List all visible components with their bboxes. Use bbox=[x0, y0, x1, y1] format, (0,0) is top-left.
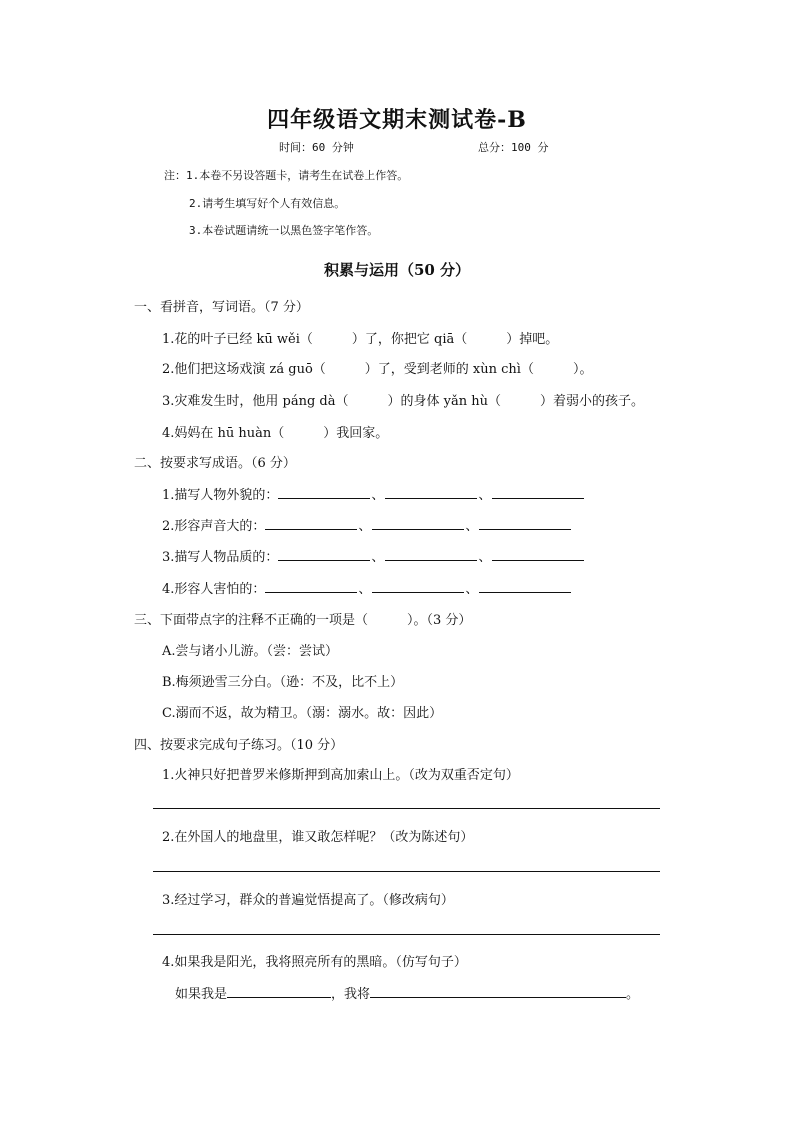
answer-blank[interactable] bbox=[479, 580, 571, 593]
q1-item-3: 3.灾难发生时，他用 páng dà（ ）的身体 yǎn hù（ ）着弱小的孩子。 bbox=[162, 394, 644, 409]
answer-line[interactable] bbox=[153, 934, 660, 935]
q4-item-4: 4.如果我是阳光，我将照亮所有的黑暗。（仿写句子） bbox=[162, 955, 467, 970]
q4-fill-sentence bbox=[175, 983, 639, 1002]
note-3: 3.本卷试题请统一以黑色签字笔作答。 bbox=[189, 224, 379, 237]
question-2-title: 二、按要求写成语。（6 分） bbox=[134, 456, 296, 471]
q2-label-1: 1.描写人物外貌的： bbox=[162, 488, 279, 503]
answer-blank[interactable] bbox=[265, 580, 357, 593]
q2-label-4: 4.形容人害怕的： bbox=[162, 582, 266, 597]
answer-blank[interactable] bbox=[278, 486, 370, 499]
section-title: 积累与运用（50 分） bbox=[323, 261, 471, 279]
answer-blank[interactable] bbox=[492, 486, 584, 499]
q4-item-2: 2.在外国人的地盘里，谁又敢怎样呢？（改为陈述句） bbox=[162, 830, 474, 845]
answer-blank[interactable] bbox=[385, 486, 477, 499]
separator: 、 bbox=[465, 519, 479, 534]
q2-row-1 bbox=[162, 484, 584, 503]
answer-blank[interactable] bbox=[265, 517, 357, 530]
exam-time: 时间：60 分钟 bbox=[279, 141, 354, 154]
answer-blank[interactable] bbox=[227, 985, 331, 998]
separator: 、 bbox=[358, 519, 372, 534]
question-1-title: 一、看拼音，写词语。（7 分） bbox=[134, 300, 309, 315]
note-1: 注：1.本卷不另设答题卡，请考生在试卷上作答。 bbox=[164, 169, 409, 182]
q4-item-1: 1.火神只好把普罗米修斯押到高加索山上。（改为双重否定句） bbox=[162, 768, 519, 783]
q2-row-2 bbox=[162, 515, 571, 534]
q2-row-4 bbox=[162, 578, 571, 597]
q2-row-3 bbox=[162, 546, 584, 565]
separator: 、 bbox=[371, 488, 385, 503]
q3-option-c: C.溺而不返，故为精卫。（溺：溺水。故：因此） bbox=[162, 706, 443, 721]
separator: 、 bbox=[465, 582, 479, 597]
answer-blank[interactable] bbox=[492, 548, 584, 561]
question-4-title: 四、按要求完成句子练习。（10 分） bbox=[134, 738, 344, 753]
q2-label-3: 3.描写人物品质的： bbox=[162, 550, 279, 565]
answer-blank[interactable] bbox=[372, 580, 464, 593]
note-2: 2.请考生填写好个人有效信息。 bbox=[189, 197, 346, 210]
q3-option-a: A.尝与诸小儿游。（尝：尝试） bbox=[162, 644, 339, 659]
q1-item-4: 4.妈妈在 hū huàn（ ）我回家。 bbox=[162, 426, 389, 441]
page-title: 四年级语文期末测试卷-B bbox=[267, 107, 527, 133]
fill-middle: ，我将 bbox=[331, 987, 371, 1002]
separator: 、 bbox=[371, 550, 385, 565]
separator: 、 bbox=[358, 582, 372, 597]
answer-blank[interactable] bbox=[278, 548, 370, 561]
separator: 、 bbox=[478, 488, 492, 503]
fill-end: 。 bbox=[626, 987, 640, 1002]
answer-blank[interactable] bbox=[479, 517, 571, 530]
q4-item-3: 3.经过学习，群众的普遍觉悟提高了。（修改病句） bbox=[162, 893, 454, 908]
answer-blank[interactable] bbox=[370, 985, 626, 998]
q1-item-2: 2.他们把这场戏演 zá guō（ ）了，受到老师的 xùn chì（ ）。 bbox=[162, 362, 593, 377]
fill-prefix: 如果我是 bbox=[175, 987, 228, 1002]
q2-label-2: 2.形容声音大的： bbox=[162, 519, 266, 534]
q1-item-1: 1.花的叶子已经 kū wěi（ ）了，你把它 qiā（ ）掉吧。 bbox=[162, 332, 559, 347]
q3-option-b: B.梅须逊雪三分白。（逊：不及，比不上） bbox=[162, 675, 404, 690]
answer-blank[interactable] bbox=[385, 548, 477, 561]
exam-total-score: 总分：100 分 bbox=[478, 141, 549, 154]
answer-blank[interactable] bbox=[372, 517, 464, 530]
answer-line[interactable] bbox=[153, 871, 660, 872]
separator: 、 bbox=[478, 550, 492, 565]
question-3-title: 三、下面带点字的注释不正确的一项是（ ）。（3 分） bbox=[134, 613, 472, 628]
answer-line[interactable] bbox=[153, 808, 660, 809]
